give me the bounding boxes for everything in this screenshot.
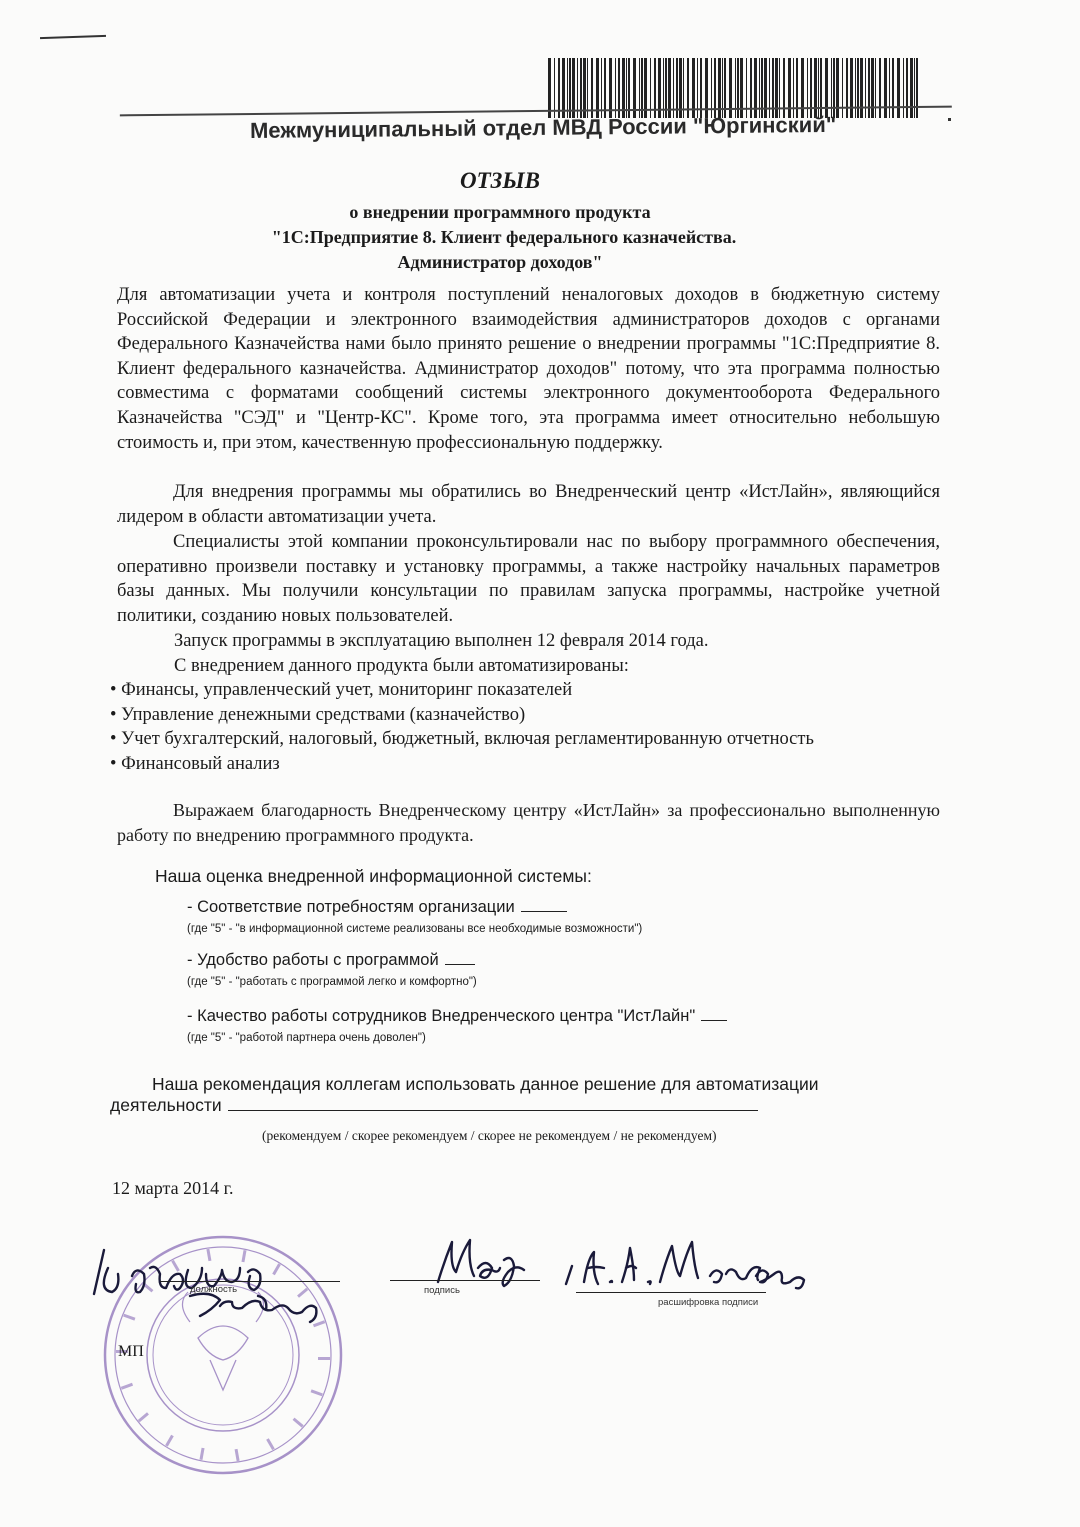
recommendation-text: Наша рекомендация коллегам использовать данное решение для автоматизации xyxy=(152,1074,819,1094)
position-line xyxy=(160,1281,340,1282)
list-item: • Финансовый анализ xyxy=(110,752,814,777)
decoding-label: расшифровка подписи xyxy=(658,1297,759,1308)
list-item: • Финансы, управленческий учет, мониторинг показателей xyxy=(110,678,814,703)
score-field[interactable] xyxy=(445,950,475,965)
signature-line xyxy=(390,1280,540,1281)
paragraph-automated: С внедрением данного продукта были автоматизированы: xyxy=(174,656,629,676)
corner-mark xyxy=(40,35,106,39)
criterion-label: - Соответствие потребностям организации xyxy=(187,898,515,916)
rating-criterion xyxy=(187,950,475,970)
rating-criterion xyxy=(187,897,567,917)
paragraph-partner: Для внедрения программы мы обратились во Внедренческий центр «ИстЛайн», являющийся лидером в области автоматизации учета. xyxy=(117,482,940,527)
position-handwriting xyxy=(80,1232,380,1327)
criterion-note: (где "5" - "работать с программой легко и комфортно") xyxy=(187,976,477,988)
stamp-place-label: МП xyxy=(118,1343,144,1360)
list-item: • Учет бухгалтерский, налоговый, бюджетный, включая регламентированную отчетность xyxy=(110,727,814,752)
subtitle-line: Администратор доходов" xyxy=(397,252,603,272)
list-item: • Управление денежными средствами (казначейство) xyxy=(110,703,814,728)
recommendation-field[interactable] xyxy=(228,1096,758,1111)
criterion-note: (где "5" - "в информационной системе реализованы все необходимые возможности") xyxy=(187,923,643,935)
signature-label: подпись xyxy=(424,1285,460,1296)
paragraph-services: Специалисты этой компании проконсультировали нас по выбору программного обеспечения, оперативно произвели поставку и установку программы, а также настройку начальных параметров базы данных. Мы получили консультации по правилам запуска программы, настройке учетной политики, созданию новых пользователей. xyxy=(117,532,940,626)
subtitle-line: "1С:Предприятие 8. Клиент федерального казначейства. xyxy=(271,227,737,247)
recommendation-line xyxy=(110,1095,758,1116)
criterion-label: - Качество работы сотрудников Внедренческого центра "ИстЛайн" xyxy=(187,1007,696,1025)
paragraph-gratitude: Выражаем благодарность Внедренческому центру «ИстЛайн» за профессионально выполненную работу по внедрению программного продукта. xyxy=(117,800,940,845)
document-subtitle xyxy=(0,200,1000,275)
recommendation-label: деятельности xyxy=(110,1095,222,1115)
paragraph-launch: Запуск программы в эксплуатацию выполнен 12 февраля 2014 года. xyxy=(174,631,709,651)
rating-intro: Наша оценка внедренной информационной системы: xyxy=(155,866,592,886)
score-field[interactable] xyxy=(701,1006,727,1021)
subtitle-line: о внедрении программного продукта xyxy=(349,202,651,222)
organization-name: Межмуниципальный отдел МВД России "Юргинский" xyxy=(249,111,837,143)
automated-list xyxy=(110,678,814,776)
criterion-note: (где "5" - "работой партнера очень доволен") xyxy=(187,1032,426,1044)
document-date: 12 марта 2014 г. xyxy=(112,1178,234,1198)
signature-handwriting xyxy=(430,1232,540,1292)
organization-header xyxy=(120,106,952,151)
criterion-label: - Удобство работы с программой xyxy=(187,951,439,969)
rating-criterion xyxy=(187,1006,727,1026)
document-title: ОТЗЫВ xyxy=(460,168,540,193)
name-line xyxy=(576,1292,766,1293)
recommendation-options: (рекомендуем / скорее рекомендуем / скорее не рекомендуем / не рекомендуем) xyxy=(262,1128,717,1143)
paragraph-purpose: Для автоматизации учета и контроля поступлений неналоговых доходов в бюджетную систему Российской Федерации и электронного взаимодействия администраторов доходов с органами Федерального Казначейства нами было принято решение о внедрении программы "1С:Предприятие 8. Клиент федерального казначейства. Администратор доходов" потому, что эта программа полностью совместима с форматами сообщений системы электронного документооборота Федерального Казначейства "СЭД" и "Центр-КС". Кроме того, эта программа имеет относительно небольшую стоимость и, при этом, качественную профессиональную поддержку. xyxy=(117,285,940,453)
position-label: должность xyxy=(190,1284,238,1295)
score-field[interactable] xyxy=(521,897,567,912)
name-handwriting xyxy=(560,1236,830,1296)
